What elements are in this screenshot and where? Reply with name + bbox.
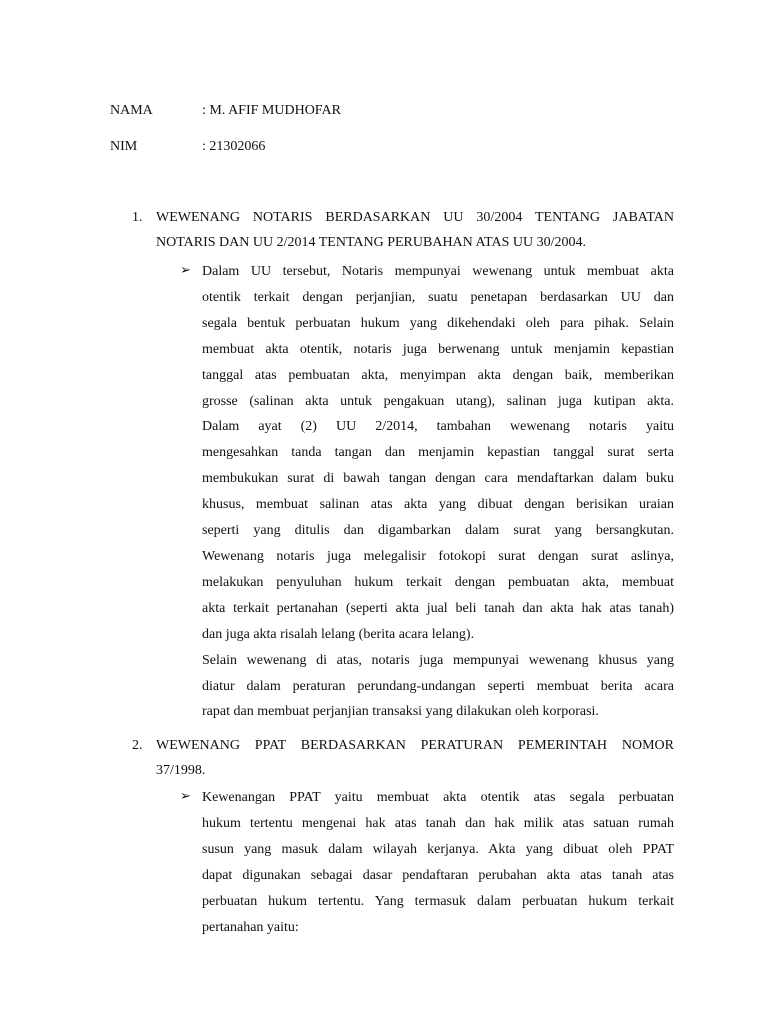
section-1-body <box>202 259 674 725</box>
section-1-number: 1. <box>132 210 143 225</box>
body-line: Kewenangan PPAT yaitu membuat akta otentik atas segala perbuatan <box>202 790 674 805</box>
body-line: membukukan surat di bawah tangan dengan cara mendaftarkan dalam buku <box>202 471 674 487</box>
body-line: seperti yang ditulis dan digambarkan dalam surat yang bersangkutan. <box>202 523 674 539</box>
section-1-heading-line: WEWENANG NOTARIS BERDASARKAN UU 30/2004 TENTANG JABATAN <box>156 210 674 225</box>
arrow-bullet-icon: ➢ <box>180 788 191 803</box>
nim-value: : 21302066 <box>202 139 266 154</box>
section-2-heading-line: WEWENANG PPAT BERDASARKAN PERATURAN PEMERINTAH NOMOR <box>156 738 674 753</box>
body-line: diatur dalam peraturan perundang-undangan seperti membuat berita acara <box>202 678 674 694</box>
body-line: melakukan penyuluhan hukum terkait dengan pembuatan akta, membuat <box>202 574 674 590</box>
body-line: tanggal atas pembuatan akta, menyimpan akta dengan baik, memberikan <box>202 367 674 383</box>
nim-label: NIM <box>110 139 138 154</box>
nim-row <box>110 137 265 157</box>
body-line: dapat digunakan sebagai dasar pendaftaran perubahan akta atas tanah atas <box>202 867 674 883</box>
body-line: segala bentuk perbuatan hukum yang dikehendaki oleh para pihak. Selain <box>202 315 674 331</box>
body-line: khusus, membuat salinan atas akta yang dibuat dengan berisikan uraian <box>202 497 674 513</box>
body-line: Dalam ayat (2) UU 2/2014, tambahan wewenang notaris yaitu <box>202 419 674 435</box>
name-label: NAMA <box>110 103 153 118</box>
name-row <box>110 101 341 121</box>
body-line: grosse (salinan akta untuk pengakuan utang), salinan juga kutipan akta. <box>202 393 674 409</box>
section-2-heading-line: 37/1998. <box>156 763 206 778</box>
name-value: : M. AFIF MUDHOFAR <box>202 103 341 118</box>
body-line: rapat dan membuat perjanjian transaksi yang dilakukan oleh korporasi. <box>202 704 599 720</box>
body-line: perbuatan hukum tertentu. Yang termasuk dalam perbuatan hukum terkait <box>202 893 674 909</box>
body-line: Wewenang notaris juga melegalisir fotokopi surat dengan surat aslinya, <box>202 548 674 564</box>
body-line: Dalam UU tersebut, Notaris mempunyai wewenang untuk membuat akta <box>202 264 674 279</box>
section-2-heading <box>156 733 674 783</box>
section-1-heading <box>156 205 674 255</box>
section-2-body <box>202 785 674 940</box>
body-line: Selain wewenang di atas, notaris juga mempunyai wewenang khusus yang <box>202 652 674 668</box>
body-line: pertanahan yaitu: <box>202 919 299 935</box>
body-line: hukum tertentu mengenai hak atas tanah dan hak milik atas satuan rumah <box>202 815 674 831</box>
body-line: membuat akta otentik, notaris juga berwenang untuk menjamin kepastian <box>202 341 674 357</box>
arrow-bullet-icon: ➢ <box>180 262 191 277</box>
body-line: dan juga akta risalah lelang (berita acara lelang). <box>202 626 475 642</box>
body-line: susun yang masuk dalam wilayah kerjanya. Akta yang dibuat oleh PPAT <box>202 841 674 857</box>
section-2-number: 2. <box>132 738 143 753</box>
section-1-heading-line: NOTARIS DAN UU 2/2014 TENTANG PERUBAHAN ATAS UU 30/2004. <box>156 235 587 250</box>
body-line: akta terkait pertanahan (seperti akta jual beli tanah dan akta hak atas tanah) <box>202 600 674 616</box>
body-line: mengesahkan tanda tangan dan menjamin kepastian tanggal surat serta <box>202 445 674 461</box>
body-line: otentik terkait dengan perjanjian, suatu penetapan berdasarkan UU dan <box>202 289 674 305</box>
